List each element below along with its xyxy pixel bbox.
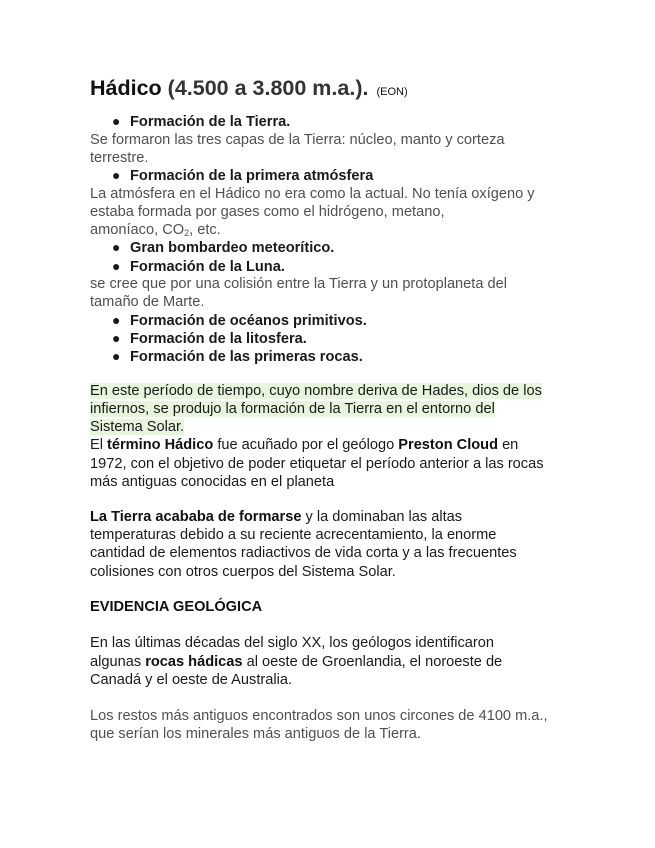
text-span: al oeste de Groenlandia, el noroeste de bbox=[242, 654, 503, 670]
highlight-span: En este período de tiempo, cuyo nombre deriva de Hades, dios de los bbox=[90, 383, 542, 399]
bullet-icon: ● bbox=[112, 330, 121, 346]
list-item-text: Formación de la Luna. bbox=[130, 259, 285, 275]
highlight-span: infiernos, se produjo la formación de la Tierra en el entorno del bbox=[90, 401, 495, 417]
bullet-icon: ● bbox=[112, 167, 121, 183]
bold-term: Preston Cloud bbox=[398, 437, 499, 453]
highlighted-line bbox=[90, 382, 542, 400]
list-item-text: Formación de la litosfera. bbox=[130, 331, 307, 347]
paragraph-line: tamaño de Marte. bbox=[90, 294, 205, 310]
paragraph-line: que serían los minerales más antiguos de la Tierra. bbox=[90, 726, 421, 742]
list-item-text: Formación de la primera atmósfera bbox=[130, 168, 374, 184]
paragraph-line: colisiones con otros cuerpos del Sistema Solar. bbox=[90, 564, 396, 580]
title-name: Hádico bbox=[90, 76, 162, 100]
paragraph-line: se cree que por una colisión entre la Tierra y un protoplaneta del bbox=[90, 276, 507, 292]
paragraph-line: estaba formada por gases como el hidrógeno, metano, bbox=[90, 204, 445, 220]
section-heading: EVIDENCIA GEOLÓGICA bbox=[90, 599, 263, 615]
list-item-text: Gran bombardeo meteorítico. bbox=[130, 240, 335, 256]
bullet-icon: ● bbox=[112, 239, 121, 255]
paragraph-line: Se formaron las tres capas de la Tierra: núcleo, manto y corteza bbox=[90, 132, 505, 148]
list-item bbox=[112, 347, 363, 366]
highlighted-line bbox=[90, 418, 184, 436]
text-span: , etc. bbox=[189, 222, 221, 238]
paragraph-line: cantidad de elementos radiactivos de vida corta y a las frecuentes bbox=[90, 545, 517, 561]
text-span: El bbox=[90, 437, 108, 453]
title-tag: (EON) bbox=[376, 86, 408, 98]
list-item-text: Formación de océanos primitivos. bbox=[130, 313, 367, 329]
list-item bbox=[112, 257, 285, 276]
text-span: y la dominaban las altas bbox=[301, 509, 463, 525]
bold-term: La Tierra acababa de formarse bbox=[90, 509, 302, 525]
list-item bbox=[112, 238, 334, 257]
paragraph-line bbox=[90, 436, 518, 454]
bold-term: término Hádico bbox=[107, 437, 214, 453]
list-item-text: Formación de las primeras rocas. bbox=[130, 349, 363, 365]
text-span: algunas bbox=[90, 654, 146, 670]
text-span: en bbox=[498, 437, 519, 453]
paragraph-line: Los restos más antiguos encontrados son unos circones de 4100 m.a., bbox=[90, 708, 548, 724]
paragraph-line: terrestre. bbox=[90, 150, 149, 166]
bullet-icon: ● bbox=[112, 113, 121, 129]
bullet-icon: ● bbox=[112, 312, 121, 328]
list-item-text: Formación de la Tierra. bbox=[130, 114, 291, 130]
list-item bbox=[112, 112, 290, 131]
paragraph-line: La atmósfera en el Hádico no era como la actual. No tenía oxígeno y bbox=[90, 186, 535, 202]
text-span: fue acuñado por el geólogo bbox=[213, 437, 399, 453]
paragraph-line bbox=[90, 653, 502, 671]
bold-term: rocas hádicas bbox=[145, 654, 243, 670]
paragraph-line: más antiguas conocidas en el planeta bbox=[90, 474, 335, 490]
highlighted-line bbox=[90, 400, 495, 418]
list-item bbox=[112, 166, 373, 185]
paragraph-line: Canadá y el oeste de Australia. bbox=[90, 672, 293, 688]
list-item bbox=[112, 329, 307, 348]
bullet-icon: ● bbox=[112, 258, 121, 274]
bullet-icon: ● bbox=[112, 348, 121, 364]
title-range: (4.500 a 3.800 m.a.). bbox=[161, 76, 369, 100]
text-span: amoníaco, CO bbox=[90, 222, 185, 238]
subscript: 2 bbox=[184, 228, 190, 238]
paragraph-line: En las últimas décadas del siglo XX, los geólogos identificaron bbox=[90, 635, 494, 651]
paragraph-line: temperaturas debido a su reciente acrecentamiento, la enorme bbox=[90, 527, 497, 543]
paragraph-line bbox=[90, 508, 462, 526]
page-title bbox=[90, 76, 408, 101]
paragraph-line: 1972, con el objetivo de poder etiquetar el período anterior a las rocas bbox=[90, 456, 544, 472]
highlight-span: Sistema Solar. bbox=[90, 419, 185, 435]
list-item bbox=[112, 311, 367, 330]
